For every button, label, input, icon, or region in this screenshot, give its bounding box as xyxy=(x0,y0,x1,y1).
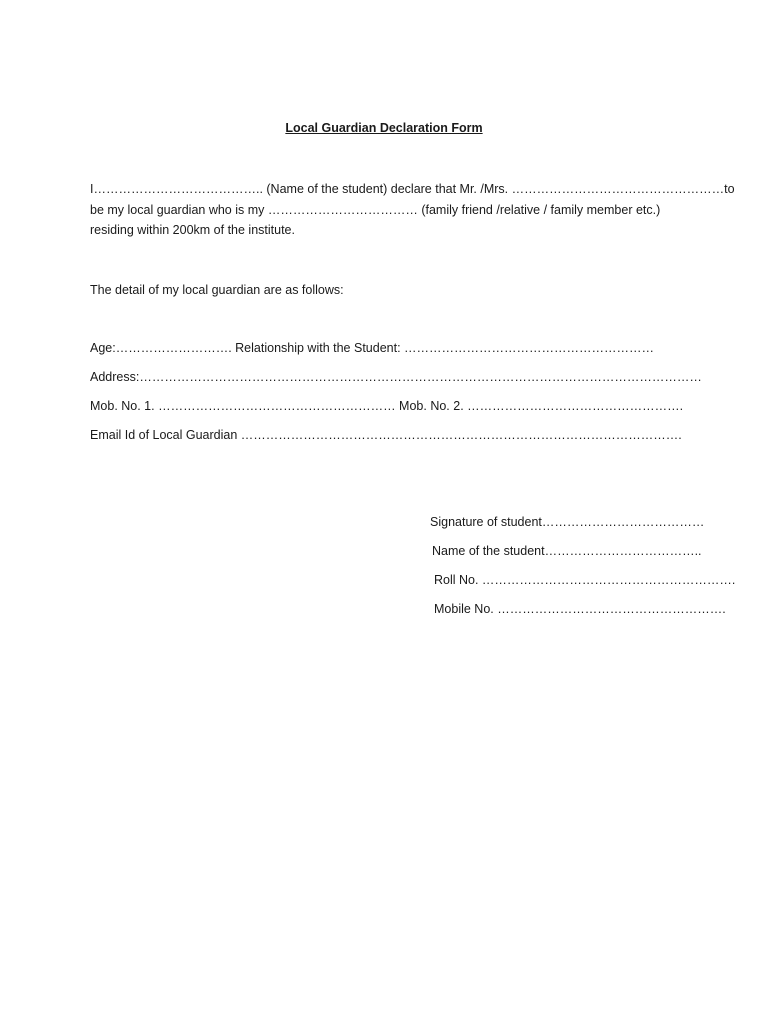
signature-of-student: Signature of student………………………………… xyxy=(430,515,705,529)
address-field: Address:……………………………………………………………………………………………………………………… xyxy=(90,370,702,384)
declaration-line-3: residing within 200km of the institute. xyxy=(90,223,295,237)
name-of-student: Name of the student……………………………….. xyxy=(432,544,702,558)
declaration-line-1: I………………………………….. (Name of the student) declare that Mr. /Mrs. ……………………………………………to xyxy=(90,182,735,196)
declaration-paragraph xyxy=(90,179,735,241)
roll-number: Roll No. ……………………………………………………. xyxy=(434,573,736,587)
form-title: Local Guardian Declaration Form xyxy=(285,121,483,135)
email-field: Email Id of Local Guardian ……………………………………………………………………………………………. xyxy=(90,428,682,442)
age-relationship-field: Age:………………………. Relationship with the Student: …………………………………………………… xyxy=(90,341,655,355)
mobile-numbers-field: Mob. No. 1. ………………………………………………… Mob. No. 2. ……………………………………………. xyxy=(90,399,684,413)
declaration-line-2: be my local guardian who is my ……………………………… (family friend /relative / family member etc.) xyxy=(90,202,661,217)
student-mobile-number: Mobile No. ………………………………………………. xyxy=(434,602,726,616)
details-intro: The detail of my local guardian are as follows: xyxy=(90,283,344,297)
